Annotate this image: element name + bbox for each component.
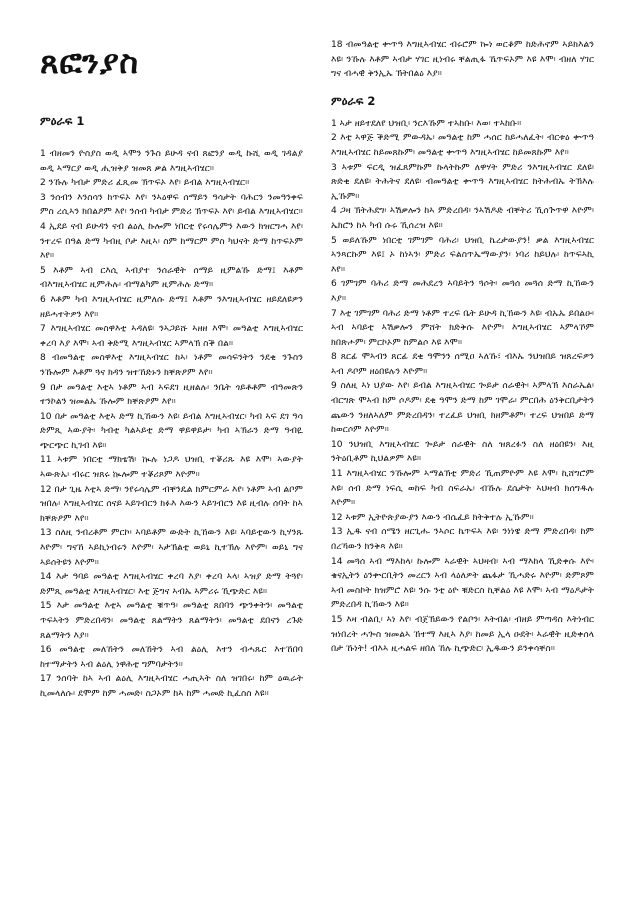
book-title: ጸፎንያስ: [40, 43, 139, 81]
verse: 15 እታ መዓልቲ እቲኣ መዓልቲ ቑጥዓ፡ መዓልቲ ጸበባን ጭንቀትን፡ መዓልቲ ጥፍኣትን ምድረበዳን፡ መዓልቲ ጸልማትን ጸልማትን፡ መዓልቲ ደበናን ረጉድ ጸልማትን እያ።: [40, 601, 303, 641]
verse: 8 ጸርፊ ሞኣብን ጸርፊ ደቂ ዓሞንን ሰሚዐ ኣለኹ፣ ብእኡ ንህዝበይ ዝጸረፍዎን ኣብ ዶቦም ዘዕበዩሉን እዮም።: [331, 352, 594, 377]
verse: 13 ስለዚ ንብረቶም ምርኮ፡ ኣባይቶም ውድት ኪኸውን እዩ፡ ኣባይቲውን ኪሃንጹ እዮም፡ ግናኸ ኣይኪነብሩን እዮም፡ ኣታኽልቲ ወይኒ ኪተኽሉ እዮም፡ ወይኒ ግና ኣይሰትዩን እዮም።: [40, 528, 303, 568]
verse: 3 ኣቱም ፍርዲ ዝፈጸምኩም ኩላትኩም ለዋሃት ምድሪ ንእግዚኣብሄር ደለዩ፡ ጽድቂ ደለዩ፡ ትሕትና ደለዩ፡ ብመዓልቲ ቍጥዓ እግዚኣብሄር ክትሕብኡ ትኽእሉ ኢኹም።: [331, 162, 594, 202]
chapter-1-heading: ምዕራፍ 1: [40, 114, 85, 128]
verse: 13 ኢዱ ናብ ሰሜን ዘርጊሑ ንኣሶር ኬጥፍኣ እዩ፡ ንነነዌ ድማ ምድረበዳ፡ ከም በረኻውን ክንቅጻ እዩ።: [331, 527, 594, 552]
verse: 9 ስለዚ ኣነ ህያው እየ፡ ይብል እግዚኣብሄር ጐይታ ሰራዊት፡ ኣምላኽ እስራኤል፡ ብርግጽ ሞኣብ ከም ሶዶም፡ ደቂ ዓሞን ድማ ከም ገሞራ፡ ምርበሕ ዕንቅርቢታትን ጨውን ንዘለኣለም ምድረበዳን፡ ተረፈይ ህዝቢ ክዘምቶም፡ ተረፍ ህዝበይ ድማ ከወርሶም እዮም።: [331, 381, 594, 436]
verse: 10 በታ መዓልቲ እቲኣ ድማ ኪኸውን እዩ፡ ይብል እግዚኣብሄር፡ ካብ ኣፍ ደገ ዓሳ ድምጺ ኣውያት፡ ካብቲ ካልኣይቲ ድማ ዋይዋይታ፡ ካብ ኣኽራን ድማ ዓብዪ ጭርጭር ኪገብ እዩ።: [40, 411, 303, 451]
verse: 17 ንሰባት ከኣ ኣብ ልዕሊ እግዚኣብሄር ሓጢኣት ስለ ዝገበሩ፡ ከም ዕዉራት ኪመላለሱ፡ ደሞም ከም ሓመድ፡ ስጋኦም ከኣ ከም ሓመድ ኪፈስስ እዩ።: [40, 674, 303, 699]
verse: 2 ንኹሉ ካብታ ምድሪ ፈጺመ ኽጥፍኦ እየ፡ ይብል እግዚኣብሄር።: [40, 178, 250, 189]
verse: 3 ንሰብን እንስሳን ከጥፍኦ እየ፡ ንኣዕዋፍ ሰማይን ዓሳታት ባሕርን ንመዓንቀፍ ምስ ረሲኣን ክበልዖም እየ፡ ንሰብ ካብታ ምድሪ ኽጥፍኦ እየ፡ ይብል እግዚኣብሄር።: [40, 192, 303, 218]
verse: 11 እግዚኣብሄር ንኹሎም ኣማልኽቲ ምድሪ ኺጠምዮም እዩ እሞ፡ ኪሸግሮም እዩ፡ ሰብ ድማ ነፍሲ ወከፍ ካብ ስፍራኡ፡ ብኹሉ ደሴታት ኣህዛብ ክሰግዱሉ እዮም።: [331, 469, 594, 509]
verse: 8 ብመዓልቲ መስዋእቲ እግዚኣብሄር ከኣ፡ ነቶም መሳፍንትን ንደቂ ንጉስን ንኹሎም እቶም ጓና ክዳን ዝተኸድኑን ክቐጽዖም እየ።: [40, 353, 303, 378]
verse: 15 እዛ ብልቢ፡ ኣነ እየ፡ ብጀኽይውን የልቦን፡ እትብል፡ ብዘይ ምጣዳስ እትነብር ዝነበረት ሓጐስ ዝመልኣ ኸተማ እዚኣ እያ፡ ከመይ ኢላ ዑደት፡ ኣራዊት ዚድቀሰላ በታ ኹነት! ብእኣ ዚሓልፍ ዘበለ ኸሉ ኪጭድር፡ ኢዱውን ይንቀሳቐስ።: [331, 614, 594, 655]
verse: 5 ወይለኹም ነበርቲ ገምገም ባሕሪ፡ ህዝቢ ኬረታውያን! ቃል እግዚኣብሄር ኣንጻርኩም እዩ፤ ኦ ከነኣን፡ ምድሪ ፍልስጥኤማውያን፡ ነባሪ ከይህሉ፡ ከጥፍኣኪ እየ።: [331, 235, 594, 275]
verse: 9 በታ መዓልቲ እቲኣ ነቶም ኣብ ኣፍደገ ዚዘልሉ፡ ንቤት ጎይቶቶም ብዓመጽን ተንኮልን ዝመልኡ ኹሎም ክቐጽዖም እየ።: [40, 382, 303, 408]
verse: 18 ብመዓልቲ ቍጥዓ እግዚኣብሄር ብሩሮም ኰነ ወርቆም ከድሕኖም ኣይክእልን እዩ፡ ንኹሉ እቶም ኣብታ ሃገር ዚነብሩ ቐልጢፋ ኼጥፍኦም እዩ እሞ፡ ብዘለ ሃገር ግና ብሓዊ ቅንኢኡ ኽትበልዕ እያ።: [331, 40, 594, 80]
verse: 12 በታ ጊዜ እቲኣ ድማ፡ ንየሩሳሌም ብቐንዴል ክምርምራ እየ፡ ነቶም ኣብ ልቦም ዝበሉ፡ እግዚኣብሄር ሰናይ ኣይገብርን ክፉእ እውን ኣይገብርን እዩ ዚብሉ ሰባት ከኣ ክቐጽዖም እየ።: [40, 484, 303, 524]
verse: 6 ገምገም ባሕሪ ድማ መሕደረን ኣባይትን ጓሶት፡ መጓሰ መጓሰ ድማ ኪኸውን እያ።: [331, 279, 594, 304]
chapter-2-verses: [331, 117, 594, 657]
verse: 16 መዓልቲ መለኸትን መለኸትን ኣብ ልዕሊ እተን ብሓጹር እተኸበባ ከተማታትን ኣብ ልዕሊ ነዋሕቲ ግምባታትን።: [40, 645, 303, 670]
verse: 14 እታ ዓባይ መዓልቲ እግዚኣብሄር ቀረባ እያ፡ ቀረባ ኣላ፡ ኣዝያ ድማ ትጓየ፡ ድምጺ መዓልቲ እግዚኣብሄር፡ እቲ ጅግና ኣብኡ ኣምሪሩ ኺጭድር እዩ።: [40, 572, 303, 597]
verse: 14 መጓሰ ኣብ ማእከላ፡ ኩሎም ኣራዊት ኣህዛብ፡ ኣብ ማእከላ ኺድቀሱ እዮ፡ ቄናኢትን ዕንቍርቢትን መረርን ኣብ ላዕለዎት ጨፋታ ኺሓድሩ እዮም፡ ድምጾም ኣብ መስኮት ክዝምሮ እዩ፡ ንሱ ንቲ ዕዮ ቑድርስ ኪቐልዕ እዩ እሞ፡ ኣብ ማዕዶታት ምድረበዳ ኪኸውን እዩ።: [331, 556, 594, 611]
chapter-2-heading: ምዕራፍ 2: [331, 93, 376, 108]
verse: 1 ኣታ ዘይተደለየ ህዝቢ፡ ንርእኹም ተኣከቡ፡ እወ፡ ተኣከቡ።: [331, 118, 522, 129]
verse: 4 ኢደይ ናብ ይሁዳን ናብ ልዕሊ ኩሎም ነበርቲ የሩሳሌምን እውን ክዝርግሓ እየ፡ ንተረፍ በዓል ድማ ካብዚ ቦታ እዚኣ፡ ስም ከማርም ምስ ካህናት ድማ ከጥፍኦም እየ።: [40, 221, 303, 262]
verse: 7 እግዚኣብሄር መስዋእቲ ኣዳለዩ፡ ንኣጋይሹ ኣዘዘ እሞ፡ መዓልቲ እግዚኣብሄር ቀረባ እያ እሞ፡ ኣብ ቅድሚ እግዚኣብሄር ኣምላኽ ስቕ በል።: [40, 324, 303, 349]
chapter-1-verses: [40, 147, 303, 702]
verse: 12 ኣቱም ኢትዮጵያውያን እውን ብሴፈይ ክትቅተሉ ኢኹም።: [331, 512, 534, 523]
verse: 11 ኣቱም ነበርቲ ማክቴሽ፡ ኲሉ ነጋዶ ህዝቢ ተቖሪጹ እዩ እሞ፡ ኣውያት ኣውጽኡ፡ ብሩር ዝጸሩ ኲሎም ተቖሪጾም እዮም።: [40, 455, 303, 481]
verse: 6 እቶም ካብ እግዚኣብሄር ዚምለሱ ድማ፤ እቶም ንእግዚኣብሄር ዘይደለዩዎን ዘይሓተትዎን እየ።: [40, 294, 303, 320]
verse: 5 እቶም ኣብ ርእሲ ኣብያተ ንሰራዊት ሰማይ ዚምልኹ ድማ፤ እቶም ብእግዚኣብሄር ዚምሕሉ፡ ብማልካም ዚምሕሉ ድማ።: [40, 265, 303, 291]
verse: 10 ንህዝቢ እግዚኣብሄር ጐይታ ሰራዊት ስለ ዝጸረፉን ስለ ዘዕበዩን፡ እዚ ንትዕቢቶም ኪህልዎም እዩ።: [331, 439, 594, 465]
verse: 2 እቲ ኣዋጅ ቕድሚ ምውዳኡ፡ መዓልቲ ከም ሓሰር ከይሓለፈት፡ ብርቱዕ ቍጥዓ እግዚኣብሄር ከይመጸኩም፡ መዓልቲ ቍጥዓ እግዚኣብሄር ከይመጸኩም እየ።: [331, 133, 594, 158]
verse: 1 ብዘመን ዮስያስ ወዲ ኣሞን ንጉስ ይሁዳ ናብ ጸፎንያ ወዲ ኩሺ ወዲ ገዳልያ ወዲ ኣማርያ ወዲ ሒዝቅያ ዝመጸ ቃል እግዚኣብሄር።: [40, 149, 303, 174]
right-column: [331, 38, 594, 657]
verse: 4 ጋዛ ኽትሕደግ፡ ኣሽቃሎን ከኣ ምድረበዳ፡ ንኣሽዶድ ብቐትሪ ኺሰጕጥዋ እዮም፡ ኤክሮን ከኣ ካብ ሱሩ ኺሰረዝ እዩ።: [331, 206, 594, 231]
verse: 7 እቲ ገምገም ባሕሪ ድማ ነቶም ተረፍ ቤት ይሁዳ ኪኸውን እዩ፡ ብኡኡ ይበልዑ፡ ኣብ ኣባይቲ ኣሽቃሎን ምሸት ክድቅሱ እዮም፡ እግዚኣብሄር ኣምላኾም ክበጽሖም፡ ምርኮኦም ከምልሶ እዩ እሞ።: [331, 308, 594, 348]
left-column: [40, 38, 303, 702]
